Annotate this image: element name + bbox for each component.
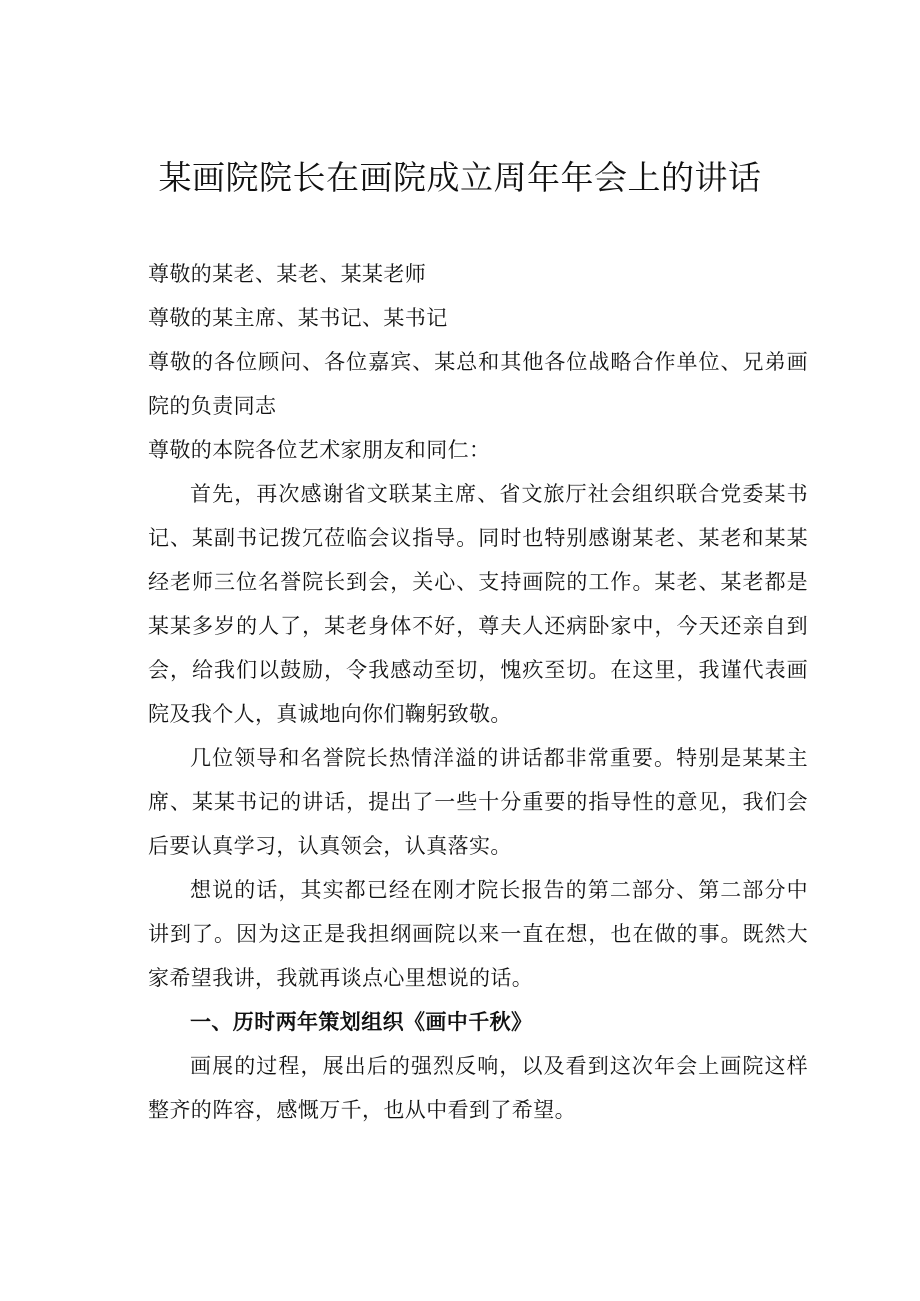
salutation-line: 尊敬的某老、某老、某某老师 — [148, 262, 427, 286]
section-paragraph: 画展的过程，展出后的强烈反响，以及看到这次年会上画院这样整齐的阵容，感慨万千，也从中看到了希望。 — [148, 1054, 808, 1122]
body-paragraph: 首先，再次感谢省文联某主席、省文旅厅社会组织联合党委某书记、某副书记拨冗莅临会议指导。同时也特别感谢某老、某老和某某经老师三位名誉院长到会，关心、支持画院的工作。某老、某老都是某某多岁的人了，某老身体不好，尊夫人还病卧家中，今天还亲自到会，给我们以鼓励，令我感动至切，愧疚至切。在这里，我谨代表画院及我个人，真诚地向你们鞠躬致敬。 — [148, 482, 808, 726]
body-paragraph: 几位领导和名誉院长热情洋溢的讲话都非常重要。特别是某某主席、某某书记的讲话，提出了一些十分重要的指导性的意见，我们会后要认真学习，认真领会，认真落实。 — [148, 746, 808, 858]
document-title: 某画院院长在画院成立周年年会上的讲话 — [158, 158, 762, 197]
salutation-line: 尊敬的各位顾问、各位嘉宾、某总和其他各位战略合作单位、兄弟画院的负责同志 — [148, 350, 808, 418]
section-heading: 一、历时两年策划组织《画中千秋》 — [190, 1010, 533, 1034]
salutation-line: 尊敬的本院各位艺术家朋友和同仁： — [148, 438, 491, 462]
salutation-line: 尊敬的某主席、某书记、某书记 — [148, 306, 448, 330]
body-paragraph: 想说的话，其实都已经在刚才院长报告的第二部分、第二部分中讲到了。因为这正是我担纲画院以来一直在想，也在做的事。既然大家希望我讲，我就再谈点心里想说的话。 — [148, 878, 808, 990]
document-body — [148, 252, 808, 1132]
